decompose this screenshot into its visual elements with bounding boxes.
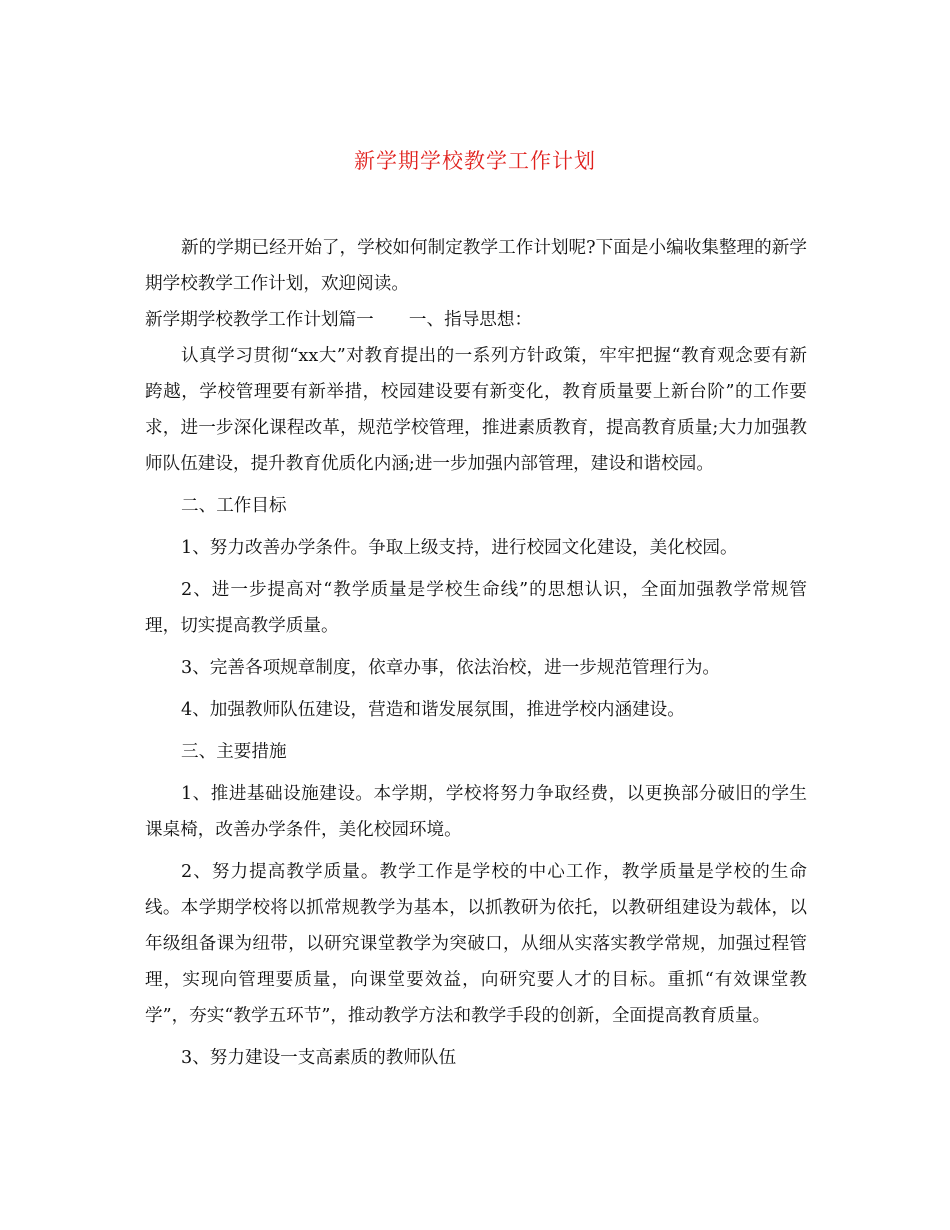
document-body — [145, 230, 807, 1076]
measure-item-1: 1、推进基础设施建设。本学期，学校将努力争取经费，以更换部分破旧的学生课桌椅，改善办学条件，美化校园环境。 — [145, 784, 807, 840]
work-goals-heading: 二、工作目标 — [181, 496, 287, 516]
document-title: 新学期学校教学工作计划 — [354, 149, 596, 173]
goal-item-4: 4、加强教师队伍建设，营造和谐发展氛围，推进学校内涵建设。 — [181, 700, 685, 720]
main-measures-heading: 三、主要措施 — [181, 742, 287, 762]
measure-item-2: 2、努力提高教学质量。教学工作是学校的中心工作，教学质量是学校的生命线。本学期学校将以抓常规教学为基本，以抓教研为依托，以教研组建设为载体，以年级组备课为纽带，以研究课堂教学为突破口，从细从实落实教学常规，加强过程管理，实现向管理要质量，向课堂要效益，向研究要人才的目标。重抓“有效课堂教学”，夯实“教学五环节”，推动教学方法和教学手段的创新，全面提高教育质量。 — [145, 862, 807, 1026]
guiding-ideology-paragraph: 认真学习贯彻“xx大”对教育提出的一系列方针政策，牢牢把握“教育观念要有新跨越，学校管理要有新举措，校园建设要有新变化，教育质量要上新台阶”的工作要求，进一步深化课程改革，规范学校管理，推进素质教育，提高教育质量;大力加强教师队伍建设，提升教育优质化内涵;进一步加强内部管理，建设和谐校园。 — [145, 346, 807, 474]
measure-item-3: 3、努力建设一支高素质的教师队伍 — [181, 1048, 457, 1068]
goal-item-1: 1、努力改善办学条件。争取上级支持，进行校园文化建设，美化校园。 — [181, 538, 738, 558]
goal-item-3: 3、完善各项规章制度，依章办事，依法治校，进一步规范管理行为。 — [181, 658, 721, 678]
intro-paragraph: 新的学期已经开始了，学校如何制定教学工作计划呢?下面是小编收集整理的新学期学校教学工作计划，欢迎阅读。 — [145, 238, 807, 294]
plan-section-heading: 新学期学校教学工作计划篇一 一、指导思想： — [145, 310, 533, 330]
goal-item-2: 2、进一步提高对“教学质量是学校生命线”的思想认识，全面加强教学常规管理，切实提高教学质量。 — [145, 580, 807, 636]
